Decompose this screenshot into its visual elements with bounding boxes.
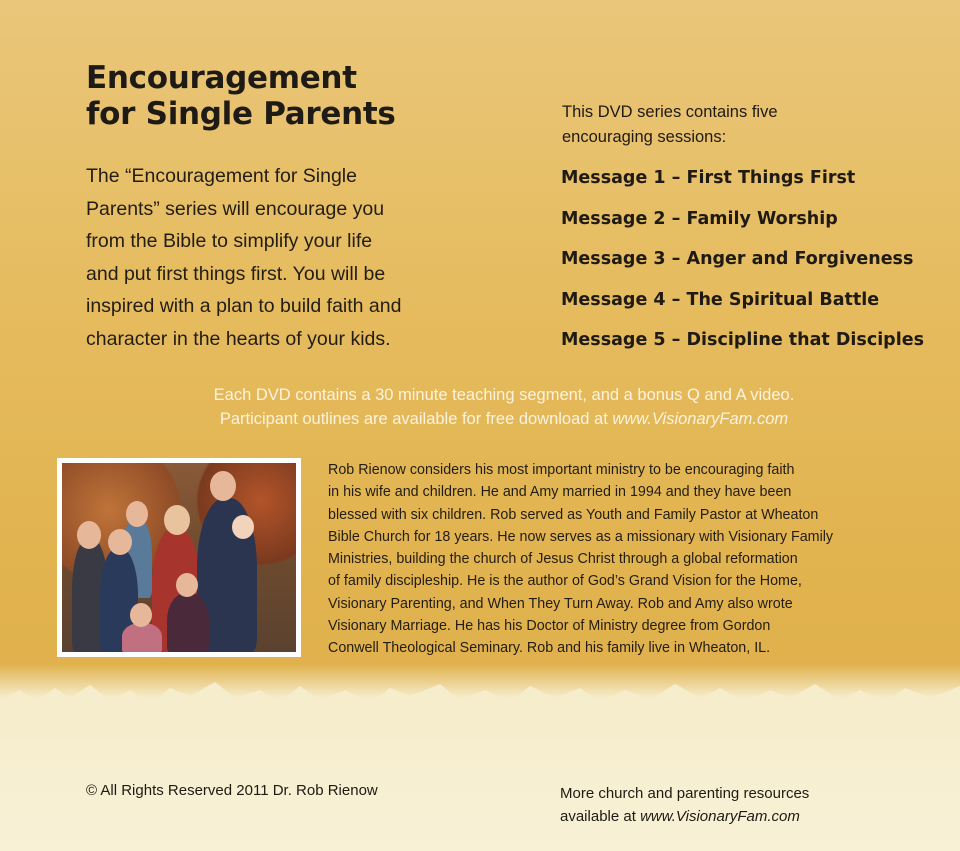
message-item: Message 3 – Anger and Forgiveness	[561, 249, 914, 269]
message-item: Message 5 – Discipline that Disciples	[561, 330, 924, 350]
series-intro	[562, 100, 778, 150]
bio-line: of family discipleship. He is the author of God’s Grand Vision for the Home,	[328, 573, 802, 590]
intro-line: The “Encouragement for Single	[86, 165, 357, 187]
resources-text: available at	[560, 808, 641, 825]
message-item: Message 4 – The Spiritual Battle	[561, 289, 880, 310]
title-line: for Single Parents	[86, 96, 396, 132]
copyright: © All Rights Reserved 2011 Dr. Rob Rienow	[86, 782, 378, 799]
intro-line: character in the hearts of your kids.	[86, 327, 391, 350]
message-list	[561, 165, 924, 368]
intro-line: from the Bible to simplify your life	[86, 230, 373, 252]
message-item: Message 1 – First Things First	[561, 168, 856, 188]
message-item: Message 2 – Family Worship	[561, 208, 838, 229]
page-title	[86, 60, 396, 132]
author-bio	[328, 459, 833, 660]
torn-paper-edge	[0, 660, 960, 740]
intro-line: Parents” series will encourage you	[86, 197, 385, 220]
title-line: Encouragement	[86, 60, 357, 96]
bio-line: blessed with six children. Rob served as Youth and Family Pastor at Wheaton	[328, 506, 819, 523]
note-text: Participant outlines are available for free download at	[219, 410, 613, 428]
intro-line: and put first things first. You will be	[86, 262, 386, 285]
bio-line: Conwell Theological Seminary. Rob and his family live in Wheaton, IL.	[328, 640, 771, 657]
bio-line: Ministries, building the church of Jesus Christ through a global reformation	[328, 551, 798, 568]
bio-line: Visionary Marriage. He has his Doctor of Ministry degree from Gordon	[328, 618, 771, 635]
series-intro-line: This DVD series contains five	[562, 103, 778, 121]
note-line	[0, 407, 960, 431]
family-photo	[57, 458, 301, 657]
series-intro-line: encouraging sessions:	[562, 128, 727, 146]
note-line: Each DVD contains a 30 minute teaching segment, and a bonus Q and A video.	[213, 386, 795, 404]
resources-line	[560, 805, 809, 828]
bio-line: Rob Rienow considers his most important ministry to be encouraging faith	[328, 462, 795, 478]
intro-paragraph	[86, 160, 401, 355]
resources-note	[560, 782, 809, 828]
intro-line: inspired with a plan to build faith and	[86, 295, 402, 317]
website-link[interactable]: www.VisionaryFam.com	[612, 410, 789, 428]
bio-line: in his wife and children. He and Amy married in 1994 and they have been	[328, 484, 792, 501]
website-link[interactable]: www.VisionaryFam.com	[640, 808, 800, 825]
dvd-note	[0, 383, 960, 431]
bio-line: Visionary Parenting, and When They Turn Away. Rob and Amy also wrote	[328, 595, 793, 612]
resources-line: More church and parenting resources	[560, 785, 810, 802]
bio-line: Bible Church for 18 years. He now serves as a missionary with Visionary Family	[328, 528, 834, 545]
